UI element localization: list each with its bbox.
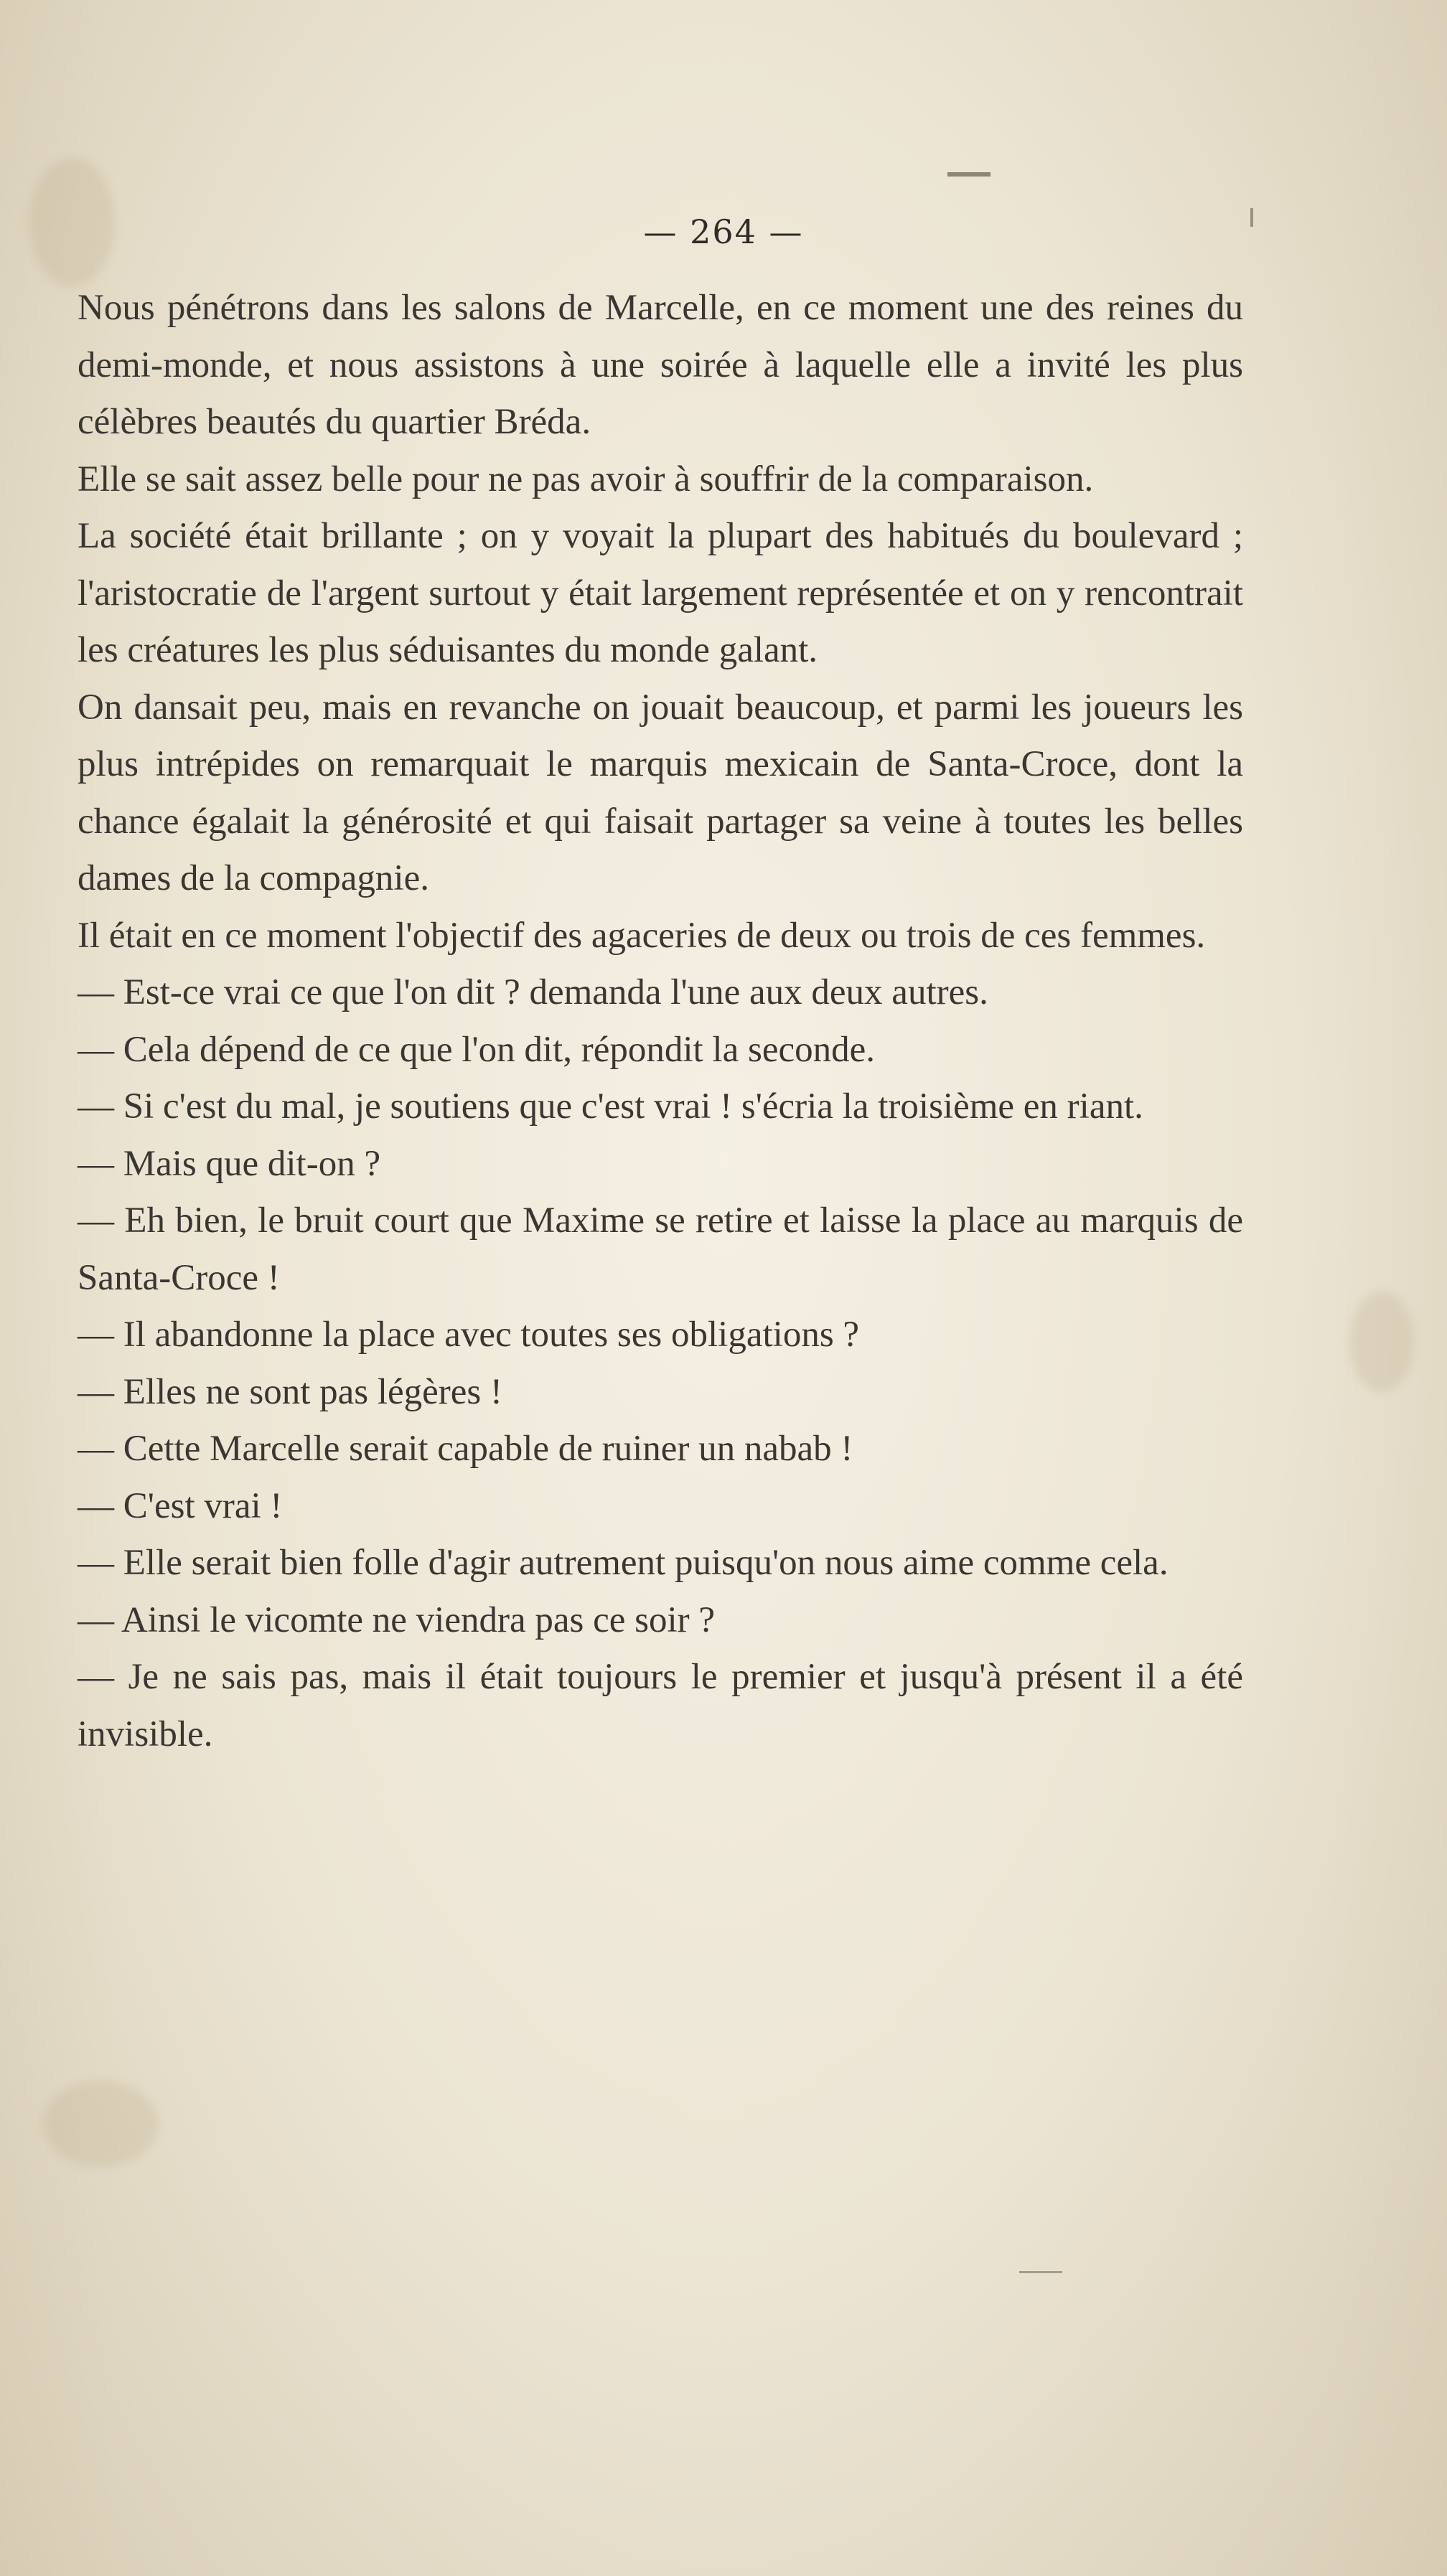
paragraph: Il était en ce moment l'objectif des agaceries de deux ou trois de ces femmes. [78, 915, 1206, 956]
dialogue-line: — Cela dépend de ce que l'on dit, répondit la seconde. [78, 1029, 875, 1070]
dialogue-line: — Il abandonne la place avec toutes ses obligations ? [78, 1315, 860, 1355]
dialogue-line: — Eh bien, le bruit court que Maxime se retire et laisse la place au marquis de Santa-Croce ! [78, 1200, 1243, 1298]
dialogue-line: — Je ne sais pas, mais il était toujours le premier et jusqu'à présent il a été invisible. [78, 1657, 1243, 1754]
paper-stain [43, 2081, 158, 2167]
dialogue-line: — Cette Marcelle serait capable de ruiner un nabab ! [78, 1429, 853, 1469]
dialogue-line: — Est-ce vrai ce que l'on dit ? demanda l'une aux deux autres. [78, 972, 988, 1012]
paper-stain [1349, 1292, 1414, 1392]
ink-mark [947, 172, 991, 177]
dialogue-line: — Si c'est du mal, je soutiens que c'est vrai ! s'écria la troisième en riant. [78, 1086, 1143, 1127]
paragraph: La société était brillante ; on y voyait la plupart des habitués du boulevard ; l'aristocratie de l'argent surtout y était largement représentée et on y rencontrait les créatures les plus séduisantes du monde galant. [78, 516, 1243, 670]
paragraph: On dansait peu, mais en revanche on jouait beaucoup, et parmi les joueurs les plus intrépides on remarquait le marquis mexicain de Santa-Croce, dont la chance égalait la générosité et qui faisait partager sa veine à toutes les belles dames de la compagnie. [78, 687, 1243, 898]
dialogue-line: — Elles ne sont pas légères ! [78, 1371, 503, 1412]
dialogue-line: — Mais que dit-on ? [78, 1143, 381, 1184]
paragraph: Nous pénétrons dans les salons de Marcelle, en ce moment une des reines du demi-monde, et nous assistons à une soirée à laquelle elle a invité les plus célèbres beautés du quartier Bréda. [78, 288, 1243, 442]
ink-mark [1019, 2271, 1062, 2273]
page-number: — 264 — [643, 212, 804, 251]
paragraph: Elle se sait assez belle pour ne pas avoir à souffrir de la comparaison. [78, 459, 1094, 499]
body-text [78, 280, 1243, 1763]
dialogue-line: — C'est vrai ! [78, 1485, 283, 1526]
dialogue-line: — Ainsi le vicomte ne viendra pas ce soir ? [78, 1599, 715, 1640]
dialogue-line: — Elle serait bien folle d'agir autrement puisqu'on nous aime comme cela. [78, 1543, 1169, 1583]
